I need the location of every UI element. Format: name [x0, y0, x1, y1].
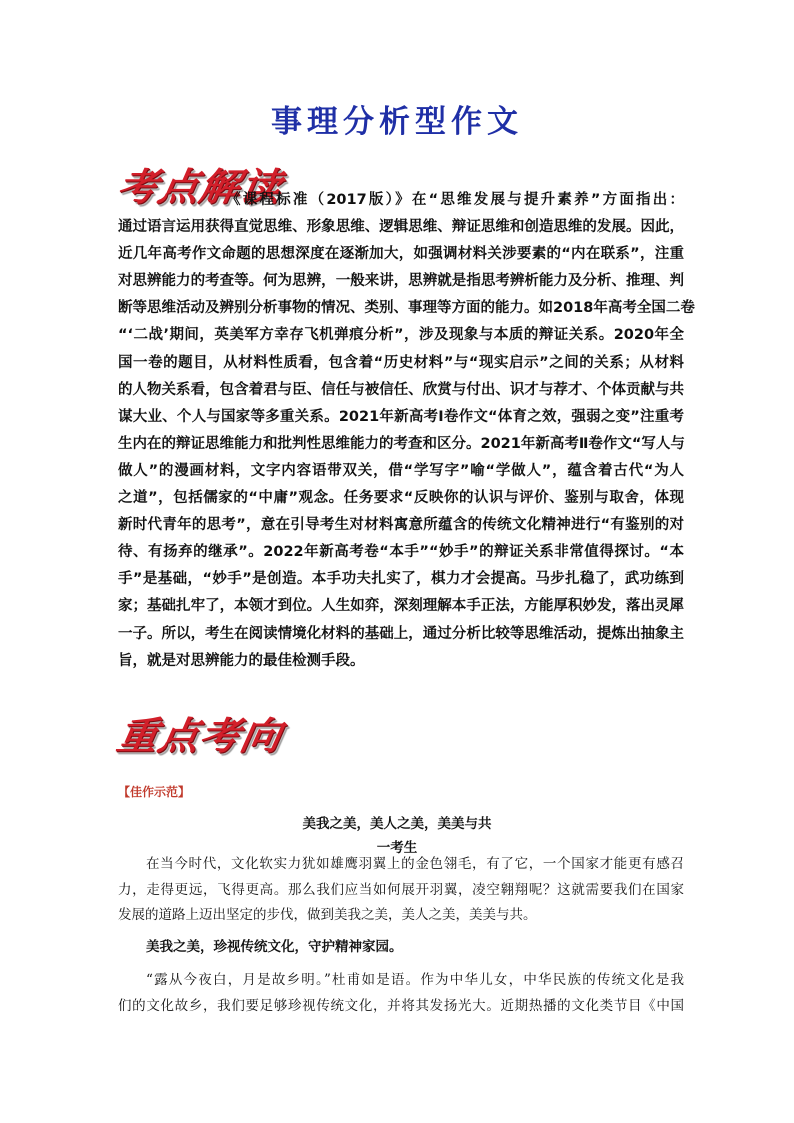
section-heading-exam-points: 考点解读 [113, 165, 286, 210]
page-title: 事理分析型作文 [271, 104, 523, 140]
essay-paragraph-2 [118, 935, 684, 961]
essay-paragraph-3 [118, 968, 684, 1019]
paragraph-line: 通过语言运用获得直觉思维、形象思维、逻辑思维、辩证思维和创造思维的发展。因此， [118, 219, 684, 236]
paragraph-line: “‘二战’期间，英美军方幸存飞机弹痕分析”，涉及现象与本质的辩证关系。2020年全 [118, 327, 684, 344]
paragraph-line: 的人物关系看，包含着君与臣、信任与被信任、欣赏与付出、识才与荐才、个体贡献与共 [118, 381, 684, 398]
section-heading-key-directions: 重点考向 [113, 714, 286, 759]
essay-line: 发展的道路上迈出坚定的步伐，做到美我之美，美人之美，美美与共。 [118, 907, 537, 923]
paragraph-line: 国一卷的题目，从材料性质看，包含着“历史材料”与“现实启示”之间的关系；从材料 [118, 354, 684, 371]
paragraph-line: 断等思维活动及辨别分析事物的情况、类别、事理等方面的能力。如2018年高考全国二卷 [118, 300, 695, 317]
paragraph-line: 旨，就是对思辨能力的最佳检测手段。 [118, 652, 365, 669]
paragraph-line: 做人”的漫画材料，文字内容语带双关，借“学写字”喻“学做人”，蕴含着古代“为人 [118, 462, 684, 479]
essay-line: 力，走得更远，飞得更高。那么我们应当如何展开羽翼，凌空翱翔呢？这就需要我们在国家 [118, 881, 684, 898]
example-tag: 【佳作示范】 [118, 785, 191, 799]
essay-title: 美我之美，美人之美，美美与共 [302, 816, 492, 832]
essay-author: 一考生 [376, 840, 418, 856]
paragraph-line: 之道”，包括儒家的“中庸”观念。任务要求“反映你的认识与评价、鉴别与取舍，体现 [118, 490, 684, 507]
paragraph-line: 家；基础扎牢了，本领才到位。人生如弈，深刻理解本手正法，方能厚积妙发，落出灵犀 [118, 598, 684, 615]
paragraph-line: 一子。所以，考生在阅读情境化材料的基础上，通过分析比较等思维活动，提炼出抽象主 [118, 625, 684, 642]
essay-line: 在当今时代，文化软实力犹如雄鹰羽翼上的金色翎毛，有了它，一个国家才能更有感召 [146, 856, 684, 872]
paragraph-line: 待、有扬弃的继承”。2022年新高考卷“本手”“妙手”的辩证关系非常值得探讨。“本 [118, 544, 684, 561]
paragraph-line: 谋大业、个人与国家等多重关系。2021年新高考Ⅰ卷作文“体育之效，强弱之变”注重考 [118, 408, 684, 425]
paragraph-line: 生内在的辩证思维能力和批判性思维能力的考查和区分。2021年新高考Ⅱ卷作文“写人与 [118, 435, 685, 452]
paragraph-line: 手”是基础，“妙手”是创造。本手功夫扎实了，棋力才会提高。马步扎稳了，武功练到 [118, 571, 684, 588]
essay-line: “露从今夜白，月是故乡明。”杜甫如是语。作为中华儿女，中华民族的传统文化是我 [146, 972, 684, 988]
essay-line: 们的文化故乡，我们要足够珍视传统文化，并将其发扬光大。近期热播的文化类节目《中国 [118, 997, 684, 1014]
exam-points-paragraph [118, 187, 695, 675]
paragraph-line: 《课程标准（2017版）》在“思维发展与提升素养”方面指出： [226, 192, 684, 208]
essay-paragraph-1 [118, 852, 684, 929]
paragraph-line: 近几年高考作文命题的思想深度在逐渐加大，如强调材料关涉要素的“内在联系”，注重 [118, 246, 684, 263]
paragraph-line: 新时代青年的思考”，意在引导考生对材料寓意所蕴含的传统文化精神进行“有鉴别的对 [118, 517, 684, 534]
essay-line: 美我之美，珍视传统文化，守护精神家园。 [146, 939, 403, 955]
paragraph-line: 对思辨能力的考查等。何为思辨，一般来讲，思辨就是指思考辨析能力及分析、推理、判 [118, 273, 684, 290]
